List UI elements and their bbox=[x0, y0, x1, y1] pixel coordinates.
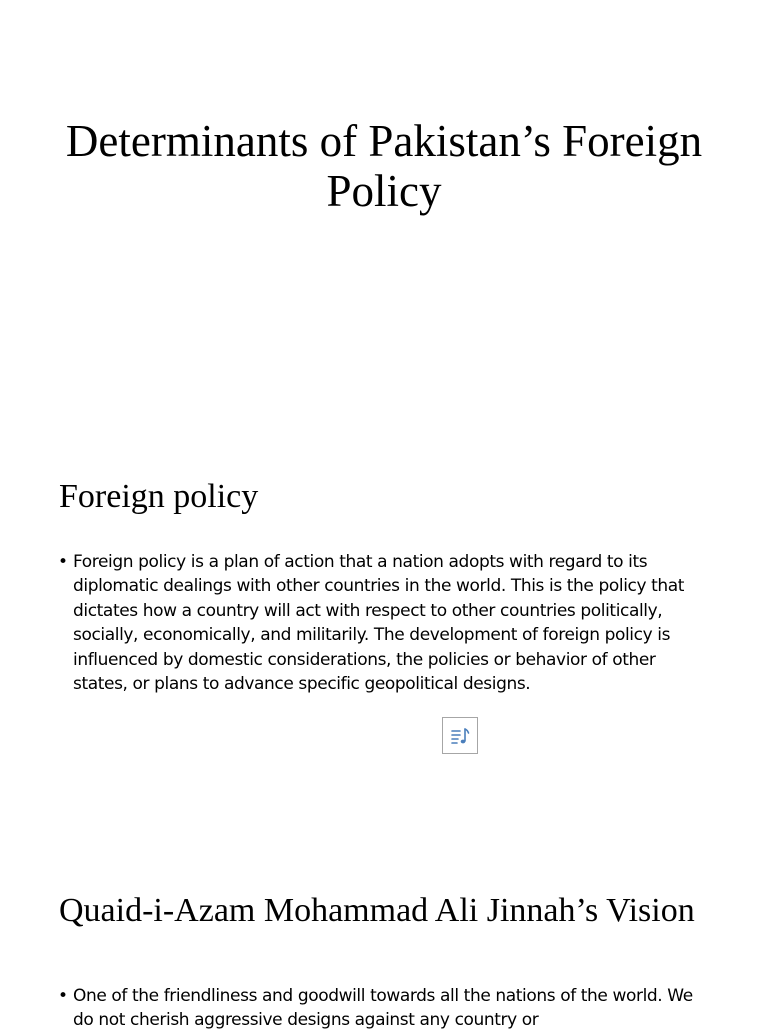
bullet-list bbox=[58, 550, 698, 696]
presentation-title: Determinants of Pakistan’s Foreign Policy bbox=[65, 116, 703, 216]
audio-playlist-button[interactable] bbox=[442, 717, 478, 754]
audio-playlist-icon bbox=[450, 726, 470, 746]
foreign-policy-slide bbox=[0, 430, 768, 860]
bullet-list bbox=[58, 984, 698, 1033]
slide-heading: Quaid-i-Azam Mohammad Ali Jinnah’s Vision bbox=[59, 892, 695, 929]
jinnah-vision-slide bbox=[0, 860, 768, 1031]
bullet-text: Foreign policy is a plan of action that a nation adopts with regard to its diplomatic dealings with other countries in the world. This is the policy that dictates how a country will act with respect to other countries politically, socially, economically, and militarily. The development of foreign policy is influenced by domestic considerations, the policies or behavior of other states, or plans to advance specific geopolitical designs. bbox=[73, 552, 685, 695]
title-slide bbox=[0, 0, 768, 430]
bullet-item bbox=[58, 984, 698, 1033]
bullet-item bbox=[58, 550, 698, 696]
bullet-dot: • bbox=[58, 986, 68, 1006]
bullet-dot: • bbox=[58, 552, 68, 572]
bullet-text: One of the friendliness and goodwill towards all the nations of the world. We do not cherish aggressive designs against any country or bbox=[73, 986, 693, 1031]
slide-heading: Foreign policy bbox=[59, 478, 259, 515]
